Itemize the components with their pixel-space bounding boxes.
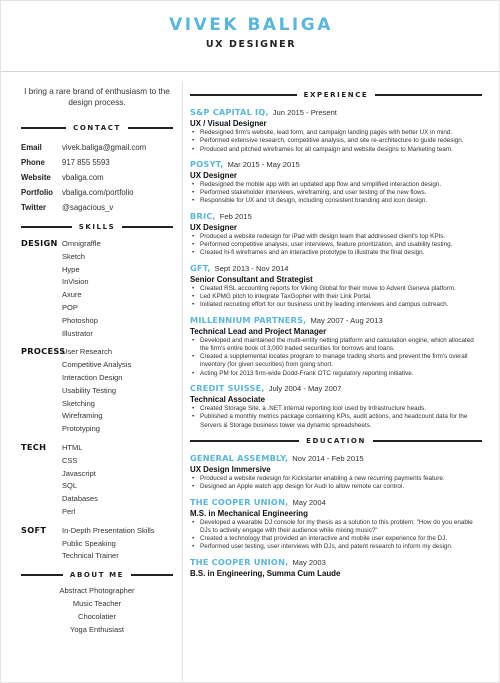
about-item: Abstract Photographer — [59, 586, 135, 596]
bullet-item: • Performed extensive research, competitive analysis, and site re-architecture to guide redesign. — [190, 137, 482, 145]
skill-item: Databases — [62, 494, 98, 504]
contact-value[interactable]: vbaliga.com/portfolio — [62, 188, 134, 197]
bullet-list — [190, 129, 482, 154]
skill-item: CSS — [62, 455, 78, 465]
intro-statement: I bring a rare brand of enthusiasm to the design process. — [24, 87, 170, 107]
skill-item: Hype — [62, 264, 80, 274]
skill-item: Sketch — [62, 251, 85, 261]
experience-entry-header — [190, 159, 482, 170]
heading-rule — [128, 127, 173, 129]
contact-value[interactable]: vbaliga.com — [62, 173, 104, 182]
contact-row-phone — [21, 155, 173, 170]
skills-heading — [21, 221, 173, 233]
degree-name: UX Design Immersive — [190, 464, 271, 474]
skill-group-process — [21, 346, 173, 436]
bullet-item: • Created Storage Site, a .NET internal reporting tool used by Infrastructure heads. — [190, 405, 482, 413]
skill-item: Competitive Analysis — [62, 360, 132, 370]
contact-label: Email — [21, 143, 42, 152]
skill-item: Omnigraffle — [62, 239, 101, 248]
experience-entry — [190, 383, 482, 430]
skill-items — [62, 346, 131, 436]
bullet-list — [190, 181, 482, 206]
about-heading — [21, 569, 173, 581]
skill-items — [62, 525, 155, 563]
contact-value: 917 855 5593 — [62, 158, 110, 167]
experience-entry-header — [190, 383, 482, 394]
skill-items — [62, 238, 101, 340]
skill-category: DESIGN — [21, 238, 58, 248]
experience-entry — [190, 107, 482, 154]
bullet-list — [190, 285, 482, 310]
degree-name: B.S. in Engineering, Summa Cum Laude — [190, 568, 341, 578]
bullet-item: • Responsible for UX and UI design, including consistent branding and icon design. — [190, 197, 482, 205]
entry-dates: Jun 2015 - Present — [272, 108, 337, 117]
about-item: Chocolatier — [78, 612, 116, 622]
candidate-title: UX DESIGNER — [205, 39, 297, 50]
experience-entry — [190, 315, 482, 378]
contact-value[interactable]: vivek.baliga@gmail.com — [62, 143, 147, 152]
bullet-item: • Created hi-fi wireframes and an interactive prototype to illustrate the final design. — [190, 249, 482, 257]
about-heading-label: ABOUT ME — [69, 571, 125, 580]
job-role: UX / Visual Designer — [190, 119, 267, 128]
experience-entry — [190, 159, 482, 206]
skill-item: User Research — [62, 347, 113, 357]
job-role: UX Designer — [190, 222, 237, 232]
skill-item: Photoshop — [62, 315, 98, 325]
entry-dates: Mar 2015 - May 2015 — [227, 159, 300, 169]
bullet-list — [190, 233, 482, 258]
candidate-name: VIVEK BALIGA — [169, 15, 333, 35]
resume-header — [1, 15, 500, 50]
bullet-item: • Created a supplemental locates program to manage trading shorts and prevent the firm's overall inventory (for given securities) from going short. — [190, 353, 482, 370]
bullet-item: • Designed an Apple watch app design for Audi to allow remote car control. — [190, 483, 482, 491]
header-divider — [1, 71, 500, 72]
skill-item: In-Depth Presentation Skills — [62, 525, 155, 535]
bullet-item: • Developed and maintained the multi-entity netting platform and calculation engine, which allocated the firm's entire book of 3,000 traded securities for borrows and loans. — [190, 337, 482, 354]
experience-entry — [190, 211, 482, 258]
entry-dates: July 2004 - May 2007 — [268, 384, 342, 394]
bullet-item: • Produced and pitched wireframes for all campaign and website designs to Marketing team. — [190, 146, 482, 154]
heading-rule — [21, 127, 66, 129]
education-heading — [190, 435, 482, 447]
skills-list — [21, 238, 173, 563]
education-list — [190, 453, 482, 579]
job-role: Senior Consultant and Strategist — [190, 274, 313, 284]
skill-item: Public Speaking — [62, 538, 116, 548]
contact-row-website — [21, 170, 173, 185]
heading-rule — [131, 574, 173, 576]
heading-rule — [21, 226, 72, 228]
skill-item: Interaction Design — [62, 372, 123, 382]
entry-dates: Sept 2013 - Nov 2014 — [214, 263, 289, 273]
entry-dates: May 2004 — [292, 497, 326, 507]
company-name: GFT, — [190, 262, 211, 273]
heading-rule — [122, 226, 173, 228]
skill-item: Axure — [62, 290, 82, 300]
bullet-item: • Developed a wearable DJ console for my thesis as a solution to this problem: "How do you enable DJs to actively engage with their audience while mixing music?" — [190, 519, 482, 536]
experience-entry — [190, 263, 482, 310]
bullet-item: • Redesigned firm's website, lead form, and campaign landing pages with better UX in mind. — [190, 129, 482, 137]
skill-item: InVision — [62, 277, 89, 287]
experience-entry-header — [190, 107, 482, 118]
contact-label: Portfolio — [21, 188, 54, 197]
bullet-item: • Acting PM for 2013 firm-wide Dodd-Frank OTC regulatory reporting initiative. — [190, 370, 482, 378]
school-name: THE COOPER UNION, — [190, 496, 289, 507]
bullet-item: • Led KPMG pitch to integrate TaxGopher with their Link Portal. — [190, 293, 482, 301]
contact-heading — [21, 122, 173, 134]
skill-group-tech — [21, 442, 173, 519]
bullet-list — [190, 405, 482, 430]
bullet-item: • Performed stakeholder interviews, wireframing, and user testing of the new flows. — [190, 189, 482, 197]
left-column — [21, 81, 173, 636]
contact-row-email — [21, 140, 173, 155]
skill-item: Javascript — [62, 468, 96, 478]
experience-heading — [190, 89, 482, 101]
bullet-list — [190, 475, 482, 492]
heading-rule — [190, 440, 299, 442]
contact-row-twitter — [21, 200, 173, 215]
experience-list — [190, 107, 482, 430]
about-item: Music Teacher — [72, 599, 122, 609]
experience-heading-label: EXPERIENCE — [303, 91, 369, 99]
skill-item: Perl — [62, 506, 76, 516]
bullet-item: • Produced a website redesign for Kickstarter enabling a new recurring payments feature. — [190, 475, 482, 483]
skills-heading-label: SKILLS — [78, 223, 116, 231]
right-column — [190, 89, 482, 584]
contact-label: Website — [21, 173, 51, 182]
entry-dates: Feb 2015 — [219, 211, 252, 221]
education-entry — [190, 497, 482, 552]
experience-entry-header — [190, 263, 482, 274]
bullet-item: • Initiated recruiting effort for our business unit by leading interviews and campus outreach. — [190, 301, 482, 309]
education-entry-header — [190, 497, 482, 508]
entry-dates: Nov 2014 - Feb 2015 — [292, 453, 364, 463]
degree-name: M.S. in Mechanical Engineering — [190, 508, 308, 518]
entry-dates: May 2007 - Aug 2013 — [310, 315, 383, 325]
skill-item: Usability Testing — [62, 385, 117, 395]
heading-rule — [375, 94, 482, 96]
about-item: Yoga Enthusiast — [70, 625, 124, 635]
bullet-item: • Created RSL accounting reports for Viking Global for their move to Advent Geneva platform. — [190, 285, 482, 293]
skill-group-design — [21, 238, 173, 340]
job-role: Technical Associate — [190, 395, 265, 405]
heading-rule — [21, 574, 63, 576]
skill-items — [62, 442, 98, 519]
bullet-item: • Performed competitive analysis, user interviews, feature prioritization, and usability testing. — [190, 241, 482, 249]
bullet-item: • Performed user testing, user interviews with DJs, and patent research to inform my design. — [190, 543, 482, 551]
education-heading-label: EDUCATION — [306, 436, 366, 445]
contact-row-portfolio — [21, 185, 173, 200]
entry-dates: May 2003 — [292, 557, 326, 567]
company-name: S&P CAPITAL IQ, — [190, 107, 269, 117]
education-entry — [190, 557, 482, 579]
skill-category: PROCESS — [21, 346, 66, 357]
bullet-item: • Created a technology that provided an interactive and mobile user experience for the DJ. — [190, 535, 482, 543]
experience-entry-header — [190, 315, 482, 326]
bullet-item: • Published a monthly metrics package containing KPIs, audit actions, and headcount data for the Servers & Storage business tower via dynamic spreadsheets. — [190, 413, 482, 430]
skill-category: SOFT — [21, 524, 47, 535]
about-list — [21, 584, 173, 636]
contact-value[interactable]: @sagacious_v — [62, 203, 114, 212]
skill-item: Technical Trainer — [62, 551, 119, 561]
heading-rule — [190, 94, 297, 96]
skill-item: POP — [62, 302, 78, 312]
school-name: GENERAL ASSEMBLY, — [190, 452, 289, 463]
company-name: MILLENNIUM PARTNERS, — [190, 314, 307, 325]
skill-item: Prototyping — [62, 424, 100, 434]
bullet-list — [190, 519, 482, 552]
contact-heading-label: CONTACT — [73, 124, 121, 132]
company-name: CREDIT SUISSE, — [190, 383, 265, 394]
skill-item: HTML — [62, 442, 83, 452]
skill-item: Wireframing — [62, 411, 103, 421]
bullet-list — [190, 337, 482, 378]
education-entry-header — [190, 557, 482, 568]
job-role: UX Designer — [190, 170, 237, 180]
skill-group-soft — [21, 525, 173, 563]
skill-category: TECH — [21, 441, 47, 452]
heading-rule — [373, 440, 482, 442]
school-name: THE COOPER UNION, — [190, 556, 289, 567]
contact-label: Phone — [21, 158, 45, 167]
education-entry — [190, 453, 482, 492]
bullet-item: • Produced a website redesign for iPad with design team that addressed client's top KPIs. — [190, 233, 482, 241]
company-name: POSYT, — [190, 158, 224, 169]
education-entry-header — [190, 453, 482, 464]
column-divider — [182, 81, 183, 681]
skill-item: Sketching — [62, 398, 95, 408]
experience-entry-header — [190, 211, 482, 222]
contact-list — [21, 140, 173, 215]
skill-item: SQL — [62, 481, 78, 491]
skill-item: Illustrator — [62, 328, 93, 338]
job-role: Technical Lead and Project Manager — [190, 326, 327, 336]
company-name: BRIC, — [190, 210, 216, 221]
bullet-item: • Redesigned the mobile app with an updated app flow and simplified interaction design. — [190, 181, 482, 189]
contact-label: Twitter — [21, 203, 46, 212]
